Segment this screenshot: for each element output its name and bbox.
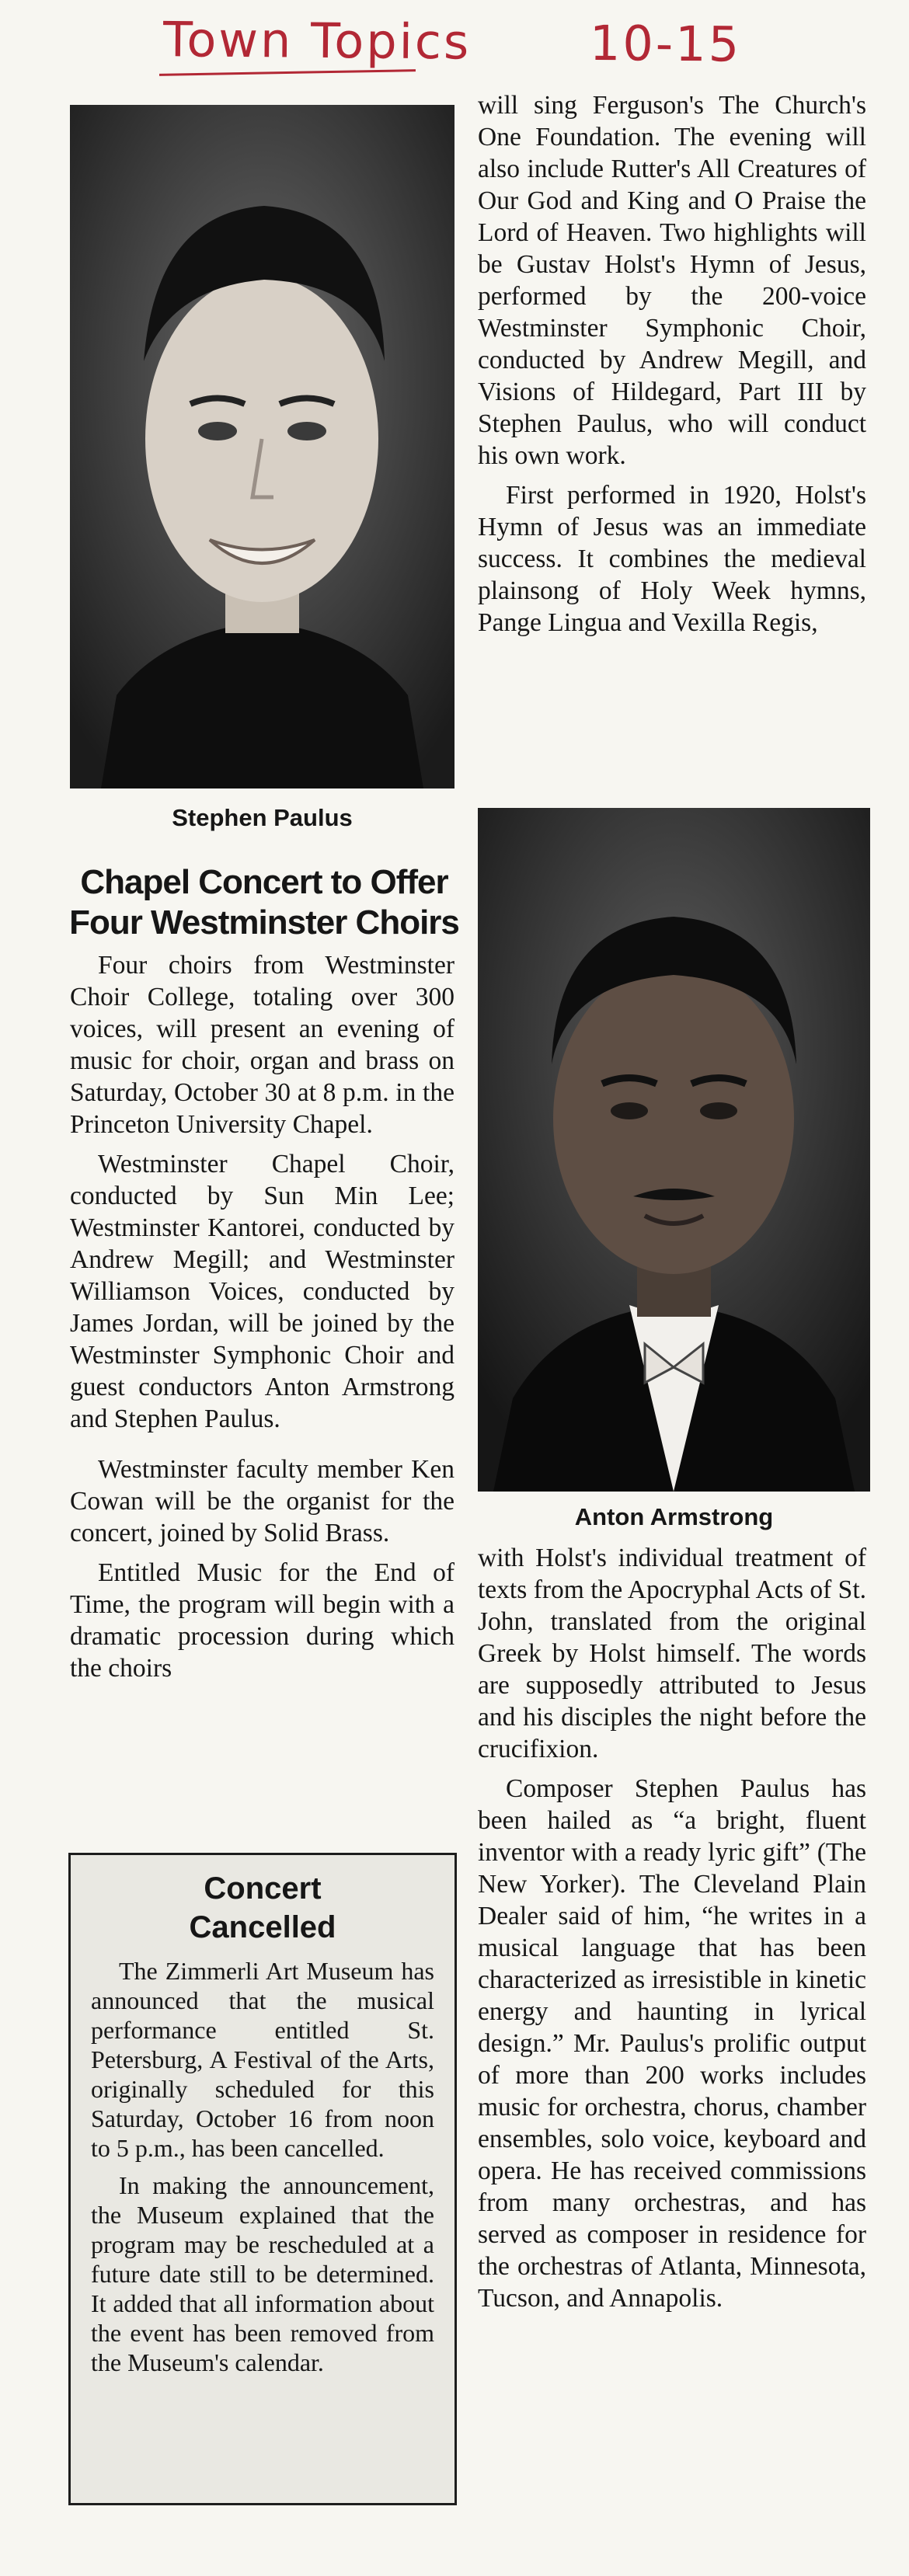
paragraph: will sing Ferguson's The Church's One Foundation. The evening will also include Rutter's All Creatures of Our God and King and O Praise the Lord of Heaven. Two highlights will be Gustav Holst's Hymn of Jesus, performed by the 200-voice Westminster Symphonic Choir, conducted by Andrew Megill, and Visions of Hildegard, Part III by Stephen Paulus, who will conduct his own work. [478, 91, 866, 470]
sidebar-body [91, 1956, 434, 2377]
paragraph: with Holst's individual treatment of texts from the Apocryphal Acts of St. John, translated from the original Greek by Holst himself. The words are supposedly attributed to Jesus and his disciples the night before the crucifixion. [478, 1544, 866, 1763]
sidebar-headline-line-1: Concert [204, 1871, 322, 1906]
publication-name: Town Topics [162, 11, 472, 71]
paragraph: Westminster faculty member Ken Cowan will be the organist for the concert, joined by Solid Brass. [70, 1455, 454, 1547]
handwritten-annotation [163, 11, 863, 79]
portrait-icon [70, 105, 454, 788]
paragraph: Westminster Chapel Choir, conducted by Sun Min Lee; Westminster Kantorei, conducted by Andrew Megill; and Westminster Williamson Voices, conducted by James Jordan, will be joined by the Westminster Symphonic Choir and guest conductors Anton Armstrong and Stephen Paulus. [70, 1150, 454, 1433]
paragraph: First performed in 1920, Holst's Hymn of Jesus was an immediate success. It combines the medieval plainsong of Holy Week hymns, Pange Lingua and Vexilla Regis, [478, 481, 866, 637]
clipping-date: 10-15 [589, 14, 742, 73]
headline-line-2: Four Westminster Choirs [69, 903, 459, 942]
anton-armstrong-photo [478, 808, 870, 1492]
headline-line-1: Chapel Concert to Offer [80, 863, 448, 901]
paragraph: Entitled Music for the End of Time, the program will begin with a dramatic procession during which the choirs [70, 1558, 454, 1683]
paragraph: Composer Stephen Paulus has been hailed as “a bright, fluent inventor with a ready lyric gift” (The New Yorker). The Cleveland Plain Dealer said of him, “he writes in a musical language that has been characterized as irresistible in kinetic energy and haunting in lyrical design.” Mr. Paulus's prolific output of more than 200 works includes music for orchestra, chorus, chamber ensembles, solo voice, keyboard and opera. He has received commissions from many orchestras, and has served as composer in residence for the orchestras of Atlanta, Minnesota, Tucson, and Annapolis. [478, 1774, 866, 2313]
concert-cancelled-box [68, 1853, 457, 2505]
paragraph: Four choirs from Westminster Choir College, totaling over 300 voices, will present an evening of music for choir, organ and brass on Saturday, October 30 at 8 p.m. in the Princeton University Chapel. [70, 951, 454, 1139]
article-right-column-top [478, 89, 866, 646]
sidebar-headline [91, 1869, 434, 1947]
article-headline [62, 862, 466, 943]
photo-caption-armstrong: Anton Armstrong [574, 1503, 774, 1530]
paragraph: The Zimmerli Art Museum has announced that the musical performance entitled St. Petersburg, A Festival of the Arts, originally scheduled for this Saturday, October 16 from noon to 5 p.m., has been cancelled. [91, 1957, 434, 2162]
sidebar-headline-line-2: Cancelled [189, 1910, 336, 1944]
stephen-paulus-photo [70, 105, 454, 788]
photo-caption-paulus: Stephen Paulus [172, 804, 353, 831]
article-right-column-bottom [478, 1542, 866, 2322]
article-left-column [70, 949, 454, 1692]
portrait-icon [478, 808, 870, 1492]
paragraph: In making the announcement, the Museum explained that the program may be rescheduled at a future date still to be determined. It added that all information about the event has been removed from the Museum's calendar. [91, 2171, 434, 2376]
